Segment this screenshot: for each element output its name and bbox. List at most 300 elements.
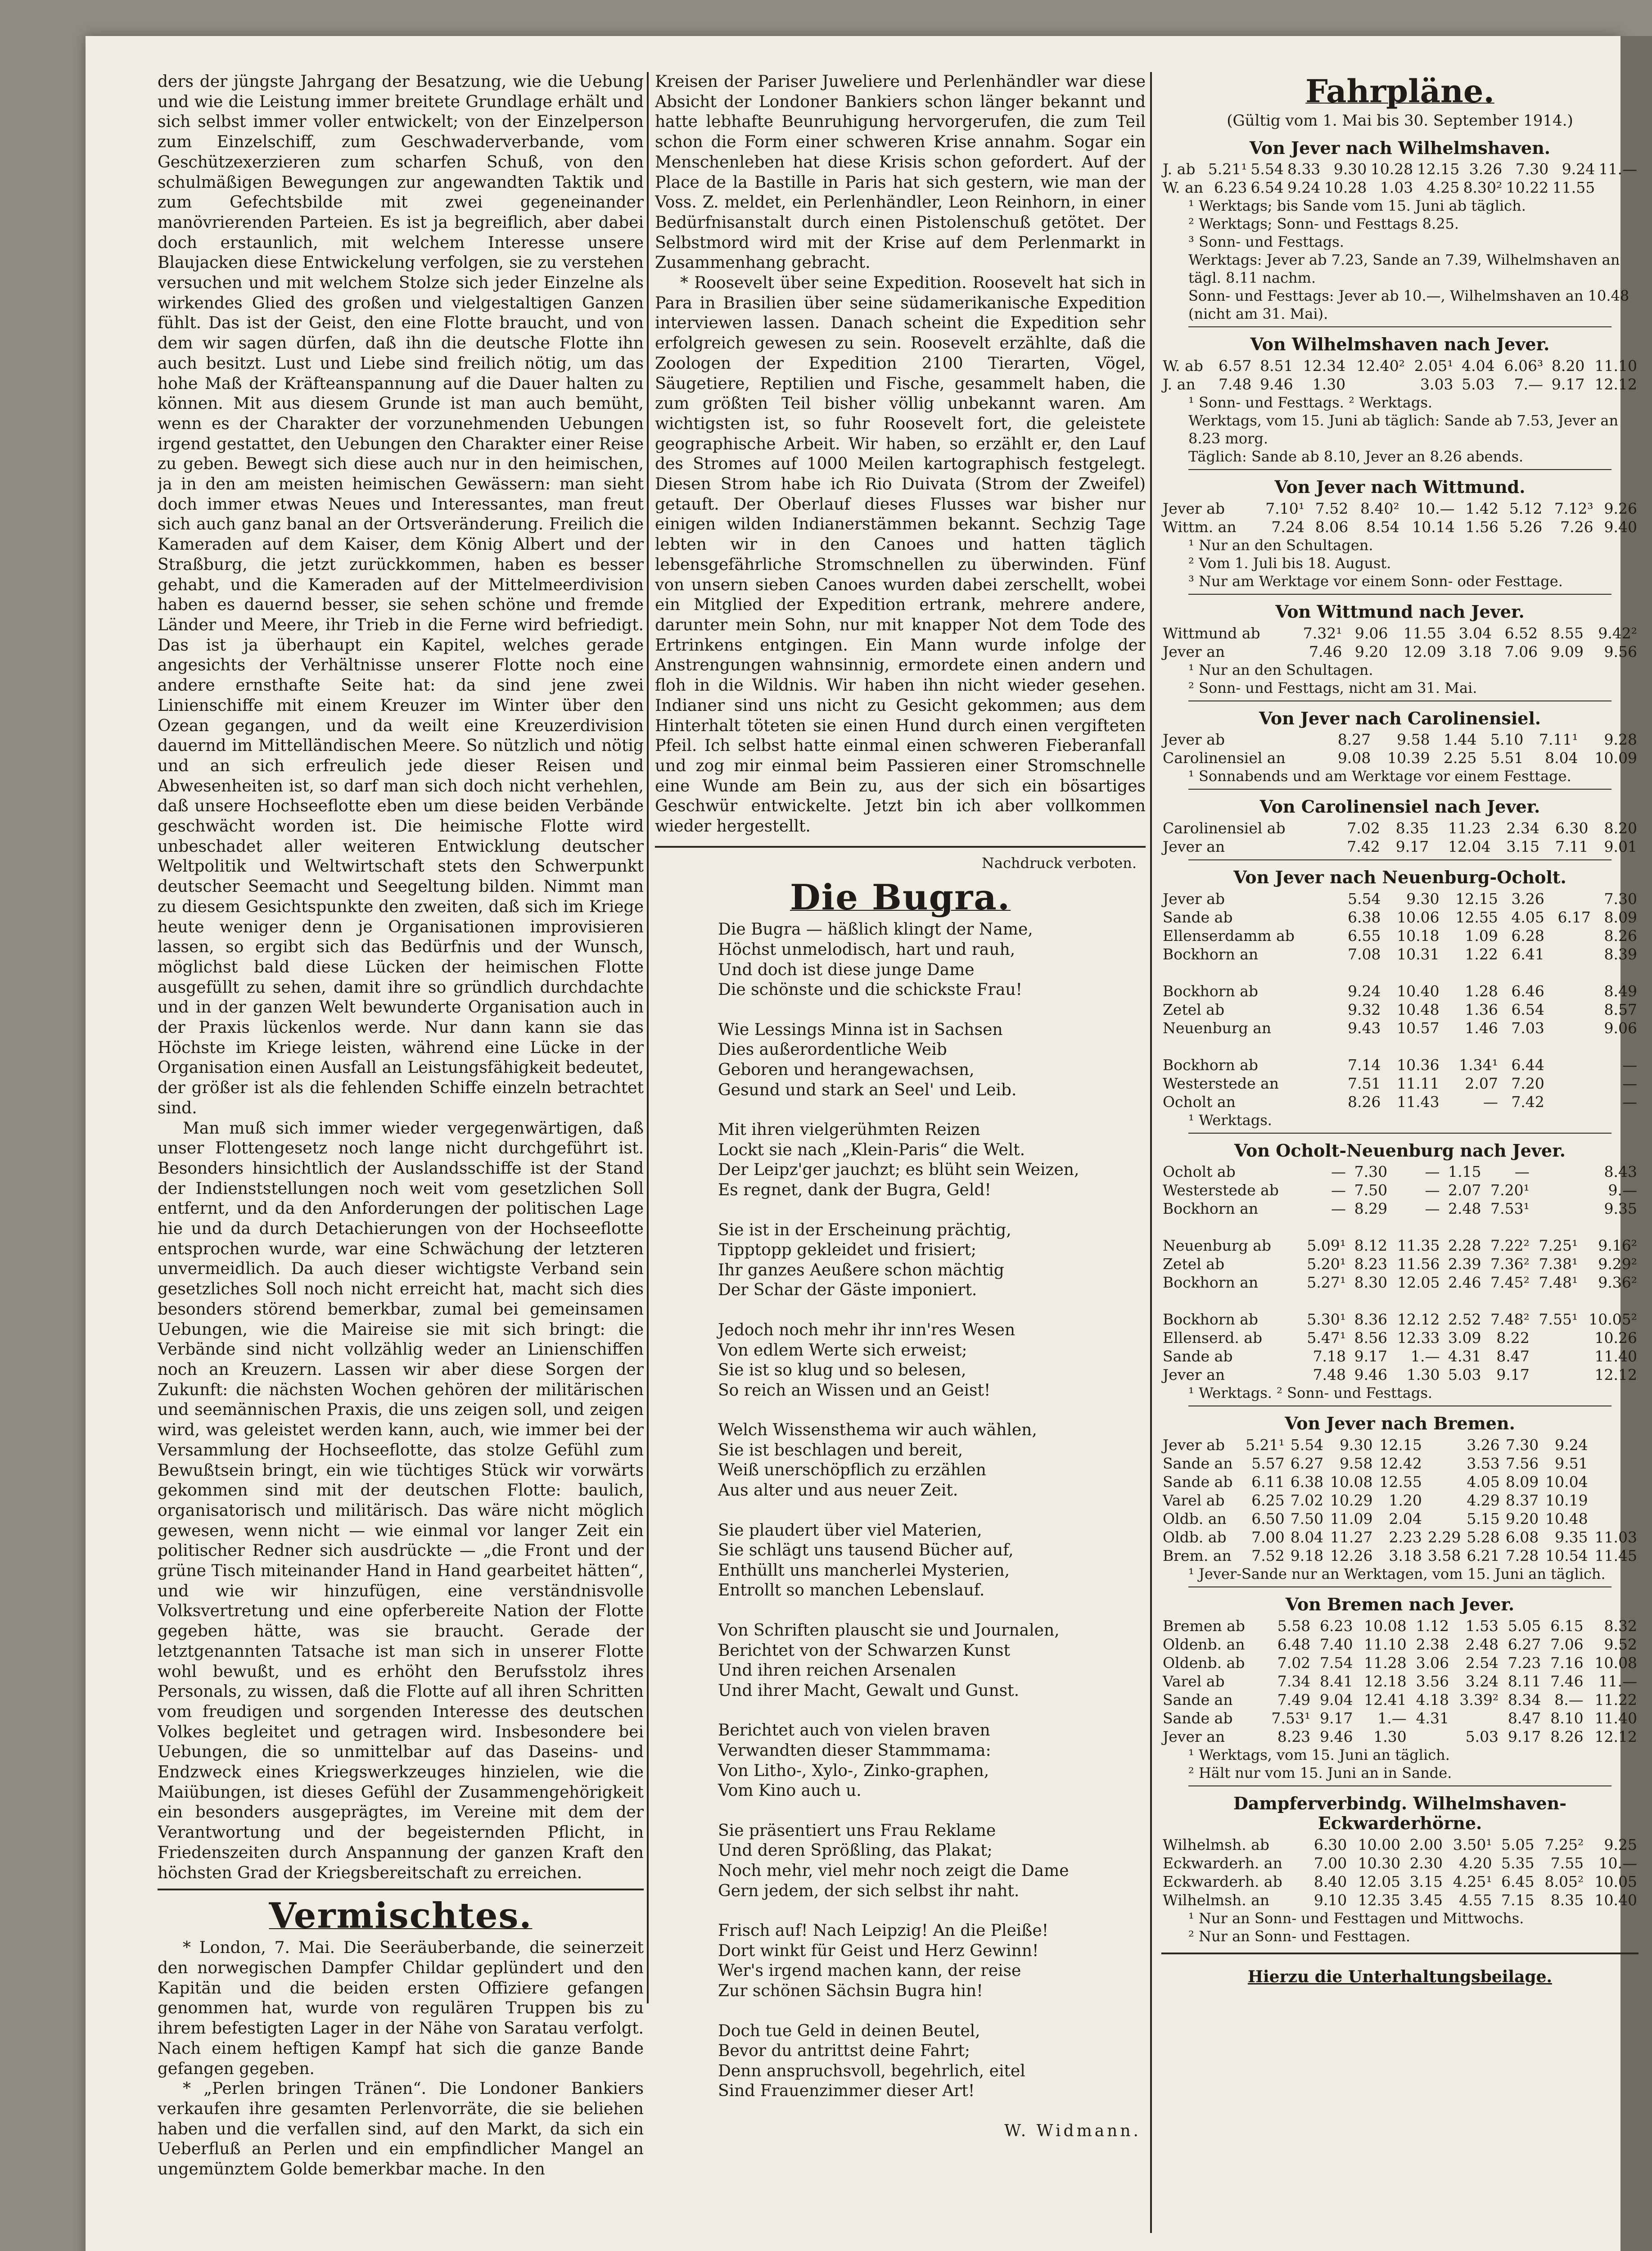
- poem-author: W. Widmann.: [1004, 2121, 1141, 2140]
- timetable-row: [1161, 499, 1638, 518]
- time-cell: [1299, 1292, 1347, 1310]
- time-cell: 12.04: [1448, 837, 1491, 855]
- time-cell: 6.57: [1218, 357, 1252, 375]
- time-cell: 7.25¹: [1539, 1237, 1578, 1255]
- time-cell: 7.45²: [1490, 1274, 1530, 1292]
- poem-line: Geboren und herangewachsen,: [718, 1060, 975, 1079]
- time-cell: 6.11: [1251, 1473, 1285, 1491]
- poem-line: Sie ist beschlagen und bereit,: [718, 1441, 963, 1460]
- time-cell: 8.40²: [1360, 499, 1399, 517]
- timetable-table: [1161, 1162, 1638, 1384]
- station-cell: Jever an: [1163, 1366, 1225, 1384]
- time-cell: 12.15: [1417, 160, 1460, 178]
- time-cell: 11.55: [1403, 624, 1446, 642]
- time-cell: 9.36²: [1598, 1274, 1637, 1292]
- time-cell: [1423, 1473, 1462, 1491]
- poem-line: Wie Lessings Minna ist in Sachsen: [718, 1020, 1003, 1039]
- time-cell: 10.28: [1324, 179, 1367, 197]
- time-cell: 12.05: [1397, 1274, 1440, 1292]
- time-cell: 10.39: [1387, 749, 1430, 767]
- time-cell: [1546, 963, 1592, 982]
- station-cell: Carolinensiel ab: [1163, 819, 1286, 837]
- time-cell: 7.15: [1501, 1891, 1535, 1909]
- time-cell: 3.04: [1458, 624, 1492, 642]
- time-cell: 6.27: [1508, 1635, 1541, 1653]
- time-cell: 2.52: [1448, 1311, 1481, 1329]
- time-cell: 2.25: [1444, 749, 1477, 767]
- timetable-row: [1161, 908, 1638, 927]
- time-cell: 2.23: [1389, 1528, 1422, 1546]
- time-cell: 6.50: [1251, 1510, 1285, 1528]
- poem-line: Es regnet, dank der Bugra, Geld!: [718, 1180, 991, 1199]
- time-cell: 7.24: [1271, 518, 1305, 536]
- time-cell: 8.04: [1290, 1528, 1324, 1546]
- time-cell: 7.28: [1505, 1547, 1539, 1565]
- time-cell: —: [1425, 1163, 1440, 1181]
- time-cell: 1.44: [1444, 731, 1477, 749]
- time-cell: 5.05: [1508, 1617, 1541, 1635]
- station-cell: Oldenb. an: [1163, 1635, 1245, 1653]
- divider: [1161, 1953, 1638, 1954]
- time-cell: 9.24: [1562, 160, 1595, 178]
- time-cell: 7.48²: [1490, 1311, 1530, 1329]
- timetable-note: ² Werktags; Sonn- und Festtags 8.25.: [1188, 215, 1459, 233]
- time-cell: 3.56: [1416, 1672, 1449, 1690]
- time-cell: 10.40: [1594, 1891, 1637, 1909]
- time-cell: 10.40: [1397, 982, 1440, 1000]
- poem-stanza: [718, 1621, 1146, 1701]
- time-cell: 6.23: [1214, 179, 1247, 197]
- timetable-row: [1161, 1491, 1638, 1510]
- timetable-row: [1161, 1056, 1638, 1074]
- time-cell: 3.15: [1409, 1873, 1443, 1891]
- time-cell: 2.07: [1448, 1181, 1481, 1199]
- time-cell: 6.25: [1251, 1492, 1285, 1510]
- timetable-row: [1161, 1709, 1638, 1727]
- time-cell: [1483, 1218, 1531, 1236]
- time-cell: 1.22: [1465, 945, 1498, 963]
- divider: [1188, 1785, 1611, 1786]
- timetable-row: [1161, 642, 1638, 661]
- time-cell: 7.10¹: [1265, 499, 1305, 517]
- poem-line: Sie schlägt uns tausend Bücher auf,: [718, 1541, 1014, 1560]
- time-cell: [1382, 1037, 1440, 1056]
- poem-stanza: [718, 1420, 1146, 1501]
- time-cell: 3.26: [1469, 160, 1503, 178]
- timetable-table: [1161, 1436, 1638, 1565]
- time-cell: [1423, 1510, 1462, 1528]
- time-cell: 12.15: [1379, 1436, 1422, 1454]
- station-cell: W. an: [1163, 179, 1204, 197]
- timetable-section-title: Von Ocholt-Neuenburg nach Jever.: [1234, 1140, 1566, 1161]
- timetable-section-title: Von Carolinensiel nach Jever.: [1259, 796, 1540, 817]
- time-cell: 5.54: [1290, 1436, 1324, 1454]
- time-cell: 10.—: [1416, 499, 1455, 517]
- timetable-section-title: Von Wittmund nach Jever.: [1275, 601, 1525, 622]
- station-cell: Bockhorn ab: [1163, 982, 1259, 1000]
- time-cell: 8.34: [1508, 1691, 1541, 1709]
- time-cell: 6.38: [1290, 1473, 1324, 1491]
- time-cell: 5.09¹: [1307, 1237, 1346, 1255]
- timetable-section-title: Von Bremen nach Jever.: [1285, 1594, 1515, 1615]
- timetable-note: ¹ Sonn- und Festtags. ² Werktags.: [1188, 394, 1433, 411]
- station-cell: Sande ab: [1163, 908, 1233, 926]
- station-cell: Sande an: [1163, 1691, 1233, 1709]
- timetable-note: ¹ Werktags; bis Sande vom 15. Juni ab täglich.: [1188, 197, 1526, 215]
- time-cell: —: [1425, 1181, 1440, 1199]
- timetable-note: ¹ Jever-Sande nur an Werktagen, vom 15. Juni an täglich.: [1188, 1565, 1606, 1583]
- time-cell: [1389, 1218, 1441, 1236]
- station-cell: Wittmund ab: [1163, 624, 1260, 642]
- station-cell: Jever an: [1163, 642, 1225, 660]
- poem-stanza: [718, 2021, 1146, 2102]
- poem-line: Sie ist so klug und so belesen,: [718, 1361, 966, 1380]
- timetable-row: [1161, 178, 1638, 197]
- timetable-row: [1161, 730, 1638, 749]
- timetable-row: [1161, 1347, 1638, 1365]
- time-cell: 8.04: [1545, 749, 1578, 767]
- time-cell: 11.11: [1397, 1074, 1440, 1092]
- timetable-row: [1161, 1617, 1638, 1635]
- time-cell: 11.40: [1594, 1709, 1637, 1727]
- time-cell: [1531, 1365, 1579, 1384]
- timetable-note: ¹ Werktags.: [1188, 1111, 1272, 1129]
- time-cell: 3.03: [1420, 375, 1453, 393]
- time-cell: 10.19: [1545, 1492, 1588, 1510]
- time-cell: 7.00: [1313, 1854, 1347, 1872]
- time-cell: 7.50: [1290, 1510, 1324, 1528]
- time-cell: 8.43: [1604, 1163, 1637, 1181]
- time-cell: [1499, 963, 1546, 982]
- poem-line: Dort winkt für Geist und Herz Gewinn!: [718, 1941, 1039, 1960]
- station-cell: Jever ab: [1163, 890, 1225, 908]
- time-cell: 9.28: [1604, 731, 1637, 749]
- time-cell: 11.22: [1594, 1691, 1637, 1709]
- time-cell: 7.46: [1550, 1672, 1584, 1690]
- time-cell: 6.30: [1555, 819, 1589, 837]
- time-cell: [1531, 1181, 1579, 1199]
- time-cell: 9.35: [1555, 1528, 1588, 1546]
- time-cell: 7.54: [1320, 1654, 1353, 1672]
- time-cell: 2.04: [1389, 1510, 1422, 1528]
- time-cell: 8.49: [1604, 982, 1637, 1000]
- time-cell: 7.56: [1505, 1455, 1539, 1473]
- station-cell: Eckwarderh. an: [1163, 1854, 1282, 1872]
- time-cell: 7.30: [1354, 1163, 1388, 1181]
- time-cell: 3.53: [1467, 1455, 1500, 1473]
- time-cell: 9.18: [1290, 1547, 1324, 1565]
- timetable-sections: [1161, 138, 1638, 1945]
- time-cell: 6.46: [1511, 982, 1544, 1000]
- timetable-row: [1161, 1365, 1638, 1384]
- poem-line: Verwandten dieser Stammmama:: [718, 1741, 991, 1760]
- time-cell: 10.30: [1358, 1854, 1401, 1872]
- time-cell: 7.11: [1555, 837, 1589, 855]
- station-cell: Bockhorn an: [1163, 1274, 1259, 1292]
- time-cell: [1347, 1218, 1389, 1236]
- time-cell: 12.55: [1455, 908, 1498, 926]
- time-cell: 1.42: [1465, 499, 1499, 517]
- time-cell: [1423, 1454, 1462, 1473]
- time-cell: 8.26: [1550, 1727, 1584, 1745]
- time-cell: 3.15: [1506, 837, 1539, 855]
- time-cell: 9.52: [1604, 1635, 1637, 1653]
- poem-line: Sie ist in der Erscheinung prächtig,: [718, 1220, 1011, 1239]
- poem-line: Mit ihren vielgerühmten Reizen: [718, 1121, 980, 1139]
- time-cell: 11.28: [1364, 1654, 1407, 1672]
- time-cell: 1.36: [1465, 1000, 1498, 1018]
- time-cell: 4.05: [1467, 1473, 1500, 1491]
- section-heading: Vermischtes.: [269, 1895, 533, 1937]
- time-cell: [1389, 1292, 1441, 1310]
- timetable-note: ¹ Nur an Sonn- und Festtagen und Mittwochs.: [1188, 1910, 1524, 1927]
- time-cell: 7.11¹: [1539, 731, 1578, 749]
- time-cell: 2.48: [1465, 1635, 1499, 1653]
- station-cell: Wilhelmsh. ab: [1163, 1836, 1270, 1854]
- divider: [1188, 859, 1611, 860]
- time-cell: 10.08: [1594, 1654, 1637, 1672]
- timetable-table: [1161, 499, 1638, 536]
- time-cell: [1450, 1709, 1500, 1727]
- time-cell: [1483, 1292, 1531, 1310]
- time-cell: [1531, 1218, 1579, 1236]
- poem-line: Aus alter und aus neuer Zeit.: [718, 1481, 958, 1500]
- station-cell: Jever ab: [1163, 1436, 1225, 1454]
- time-cell: 11.—: [1598, 160, 1637, 178]
- timetable-row: [1161, 1835, 1638, 1854]
- time-cell: 9.32: [1347, 1000, 1381, 1018]
- time-cell: 12.05: [1358, 1873, 1401, 1891]
- time-cell: 6.55: [1347, 927, 1381, 945]
- time-cell: 8.20: [1551, 357, 1585, 375]
- time-cell: 5.03: [1465, 1727, 1499, 1745]
- time-cell: 7.32¹: [1303, 624, 1342, 642]
- time-cell: 2.29: [1427, 1528, 1461, 1546]
- time-cell: 8.26: [1347, 1093, 1381, 1111]
- timetable-row: [1161, 1654, 1638, 1672]
- poem-stanza: [718, 1721, 1146, 1801]
- time-cell: 8.47: [1496, 1347, 1530, 1365]
- time-cell: [1546, 1093, 1592, 1111]
- time-cell: 7.48: [1313, 1366, 1346, 1384]
- timetable-note: ² Sonn- und Festtags, nicht am 31. Mai.: [1188, 679, 1477, 696]
- time-cell: 11.09: [1330, 1510, 1373, 1528]
- time-cell: 7.55: [1550, 1854, 1584, 1872]
- time-cell: 7.06: [1504, 642, 1538, 660]
- timetable-row: [1161, 1436, 1638, 1454]
- time-cell: 12.09: [1403, 642, 1446, 660]
- time-cell: 8.—: [1554, 1691, 1584, 1709]
- timetable-row: [1161, 1074, 1638, 1093]
- poem-stanza: [718, 1821, 1146, 1901]
- poem-line: Ihr ganzes Aeußere schon mächtig: [718, 1261, 1004, 1279]
- time-cell: [1592, 963, 1638, 982]
- time-cell: 8.57: [1604, 1000, 1637, 1018]
- timetable-section-title: Dampferverbindg. Wilhelmshaven-Eckwarderhörne.: [1233, 1793, 1567, 1834]
- time-cell: 8.26: [1604, 927, 1637, 945]
- timetable-note: ² Vom 1. Juli bis 18. August.: [1188, 554, 1391, 572]
- time-cell: 7.08: [1347, 945, 1381, 963]
- time-cell: 1.46: [1465, 1019, 1498, 1037]
- time-cell: [1441, 1292, 1482, 1310]
- time-cell: 10.05: [1594, 1873, 1637, 1891]
- time-cell: 8.09: [1505, 1473, 1539, 1491]
- time-cell: 8.54: [1366, 518, 1399, 536]
- time-cell: 12.26: [1330, 1547, 1373, 1565]
- station-cell: [1161, 1218, 1299, 1236]
- time-cell: 9.58: [1397, 731, 1430, 749]
- article-paragraph: * Roosevelt über seine Expedition. Roosevelt hat sich in Para in Brasilien über seine südamerikanische Expedition interviewen lassen. Danach scheint die Expedition sehr erfolgreich gewesen zu sein. Roosevelt erzählte, daß die Zoologen der Expedition 2100 Tierarten, Vögel, Säugetiere, Reptilien und Fische, gesammelt haben, die zum größten Teil bisher völlig unbekannt waren. Am wichtigsten ist, so fuhr Roosevelt fort, die geleistete geographische Arbeit. Wir haben, so erzählt er, den Lauf des Stromes auf 1000 Meilen kartographisch festgelegt. Diesen Strom habe ich Rio Duivata (Strom der Zweifel) getauft. Der Oberlauf dieses Flusses war bisher nur einigen wilden Indianerstämmen bekannt. Sechzig Tage lebten wir in den Canoes und hatten täglich lebensgefährliche Stromschnellen zu überwinden. Fünf von unsern sieben Canoes wurden dabei zerschellt, wobei ein Mitglied der Expedition ertrank, mehrere andere, darunter mein Sohn, nur mit knapper Not dem Tode des Ertrinkens entgingen. Ein Mann wurde infolge der Anstrengungen wahnsinnig, ermordete einen andern und floh in die Wildnis. Wir haben ihn nicht wieder gesehen. Indianer sind uns nicht zu Gesicht gekommen; aus dem Hinterhalt töteten sie einen Hund durch einen vergifteten Pfeil. Ich selbst hatte einmal einen schweren Fieberanfall und zog mir einmal beim Passieren einer Stromschnelle eine Wunde am Bein zu, aus der sich ein bösartiges Geschwür entwickelte. Jetzt bin ich aber vollkommen wieder hergestellt.: [655, 274, 1146, 836]
- time-cell: [1408, 1727, 1450, 1746]
- time-cell: 7.49: [1277, 1691, 1311, 1709]
- time-cell: [1531, 1329, 1579, 1347]
- time-cell: 5.26: [1509, 518, 1543, 536]
- time-cell: 4.29: [1467, 1492, 1500, 1510]
- time-cell: 8.23: [1277, 1727, 1311, 1745]
- time-cell: 8.32: [1604, 1617, 1637, 1635]
- time-cell: 5.10: [1490, 731, 1524, 749]
- time-cell: 4.31: [1416, 1709, 1449, 1727]
- time-cell: 5.54: [1250, 160, 1284, 178]
- time-cell: 9.08: [1337, 749, 1371, 767]
- time-cell: [1546, 1074, 1592, 1093]
- timetable-row: [1161, 1218, 1638, 1236]
- time-cell: [1546, 1000, 1592, 1019]
- timetable-table: [1161, 819, 1638, 856]
- time-cell: 9.46: [1260, 375, 1293, 393]
- poem-stanza: [718, 920, 1146, 1000]
- time-cell: [1499, 1037, 1546, 1056]
- time-cell: 3.18: [1458, 642, 1492, 660]
- timetable-section-title: Von Wilhelmshaven nach Jever.: [1250, 334, 1550, 355]
- time-cell: 9.17: [1496, 1366, 1530, 1384]
- time-cell: 3.50¹: [1453, 1836, 1492, 1854]
- time-cell: 10.18: [1397, 927, 1440, 945]
- time-cell: 11.10: [1594, 357, 1637, 375]
- timetable-note: ¹ Nur an den Schultagen.: [1188, 536, 1373, 554]
- time-cell: 12.42: [1379, 1455, 1422, 1473]
- time-cell: 7.02: [1277, 1654, 1311, 1672]
- time-cell: 8.20: [1604, 819, 1637, 837]
- poem-line: Von Schriften plauscht sie und Journalen,: [718, 1621, 1060, 1640]
- station-cell: Wilhelmsh. an: [1163, 1891, 1270, 1909]
- time-cell: 12.12: [1594, 1727, 1637, 1745]
- poem-line: Gern jedem, der sich selbst ihr naht.: [718, 1881, 1020, 1900]
- timetable-row: [1161, 1854, 1638, 1872]
- time-cell: 6.54: [1511, 1000, 1544, 1018]
- time-cell: [1531, 1162, 1579, 1181]
- time-cell: —: [1514, 1163, 1530, 1181]
- time-cell: 6.27: [1290, 1455, 1324, 1473]
- poem-line: Wer's irgend machen kann, der reise: [718, 1962, 1021, 1980]
- time-cell: 8.22: [1496, 1329, 1530, 1347]
- time-cell: 7.20¹: [1490, 1181, 1530, 1199]
- divider: [655, 846, 1146, 848]
- timetable-row: [1161, 890, 1638, 908]
- time-cell: [1579, 1218, 1638, 1236]
- time-cell: [1423, 1436, 1462, 1454]
- time-cell: 10.08: [1330, 1473, 1373, 1491]
- poem-line: Doch tue Geld in deinen Beutel,: [718, 2021, 980, 2040]
- time-cell: 2.34: [1506, 819, 1539, 837]
- time-cell: 3.39²: [1459, 1691, 1499, 1709]
- station-cell: Oldenb. ab: [1163, 1654, 1245, 1672]
- time-cell: 8.47: [1508, 1709, 1541, 1727]
- divider: [1188, 789, 1611, 790]
- poem-line: Gesund und stark an Seel' und Leib.: [718, 1080, 1017, 1099]
- time-cell: 9.09: [1550, 642, 1584, 660]
- time-cell: 11.23: [1448, 819, 1491, 837]
- time-cell: 9.17: [1354, 1347, 1388, 1365]
- poem-line: Höchst unmelodisch, hart und rauh,: [718, 940, 1016, 959]
- timetable-section-title: Von Jever nach Bremen.: [1285, 1413, 1515, 1434]
- time-cell: 8.36: [1354, 1311, 1388, 1329]
- station-cell: Bockhorn an: [1163, 1200, 1259, 1218]
- poem-line: Welch Wissensthema wir auch wählen,: [718, 1421, 1037, 1440]
- station-cell: Ellenserdamm ab: [1163, 927, 1295, 945]
- poem-line: Und ihren reichen Arsenalen: [718, 1661, 956, 1680]
- time-cell: 11.10: [1364, 1635, 1407, 1653]
- time-cell: 7.25²: [1544, 1836, 1584, 1854]
- station-cell: Ocholt ab: [1163, 1163, 1236, 1181]
- article-paragraph: Man muß sich immer wieder vergegenwärtigen, daß unser Flottengesetz noch lange nicht durchgeführt ist. Besonders hinsichtlich der Auslandsschiffe ist der Stand der Indienststellungen noch weit vom gesetzlichen Soll entfernt, und da den Anforderungen der politischen Lage hie und da durch Detachierungen von der Hochseeflotte entsprochen wurde, war eine Schwächung der letzteren unvermeidlich. Da auch dieser wichtigste Verband sein gesetzliches Soll noch nicht erreicht hat, macht sich dies besonders störend bemerkbar, zumal bei gemeinsamen Uebungen, wie die Maireise sie mit sich bringt: die Verbände sind nicht vollzählig weder an Linienschiffen noch an Kreuzern. Lassen wir aber diese Sorgen der Zukunft: die nächsten Wochen gehören der militärischen und seemännischen Praxis, die uns zeigen soll, und zeigen wird, was geleistet werden kann, auch, wie immer bei der Versammlung der Hochseeflotte, das stolze Gefühl zum Bewußtsein bringt, ein wie tüchtiges Stück wir vorwärts gekommen sind mit der deutschen Flotte: baulich, organisatorisch und militärisch. Das wäre nicht möglich gewesen, wenn nicht — wie einmal vor langer Zeit ein politischer Redner sich ausdrückte — „die Front und der grüne Tisch miteinander Hand in Hand gearbeitet hätten“, und wie wir hinzufügen, eine verständnisvolle Volksvertretung und eine opferbereite Nation der Flotte gegeben hätte, was sie braucht. Gerade der letztgenannten Tatsache ist man sich in unserer Flotte wohl bewußt, und es erhöht den Berufsstolz ihres Personals, zu wissen, daß die Flotte auf all ihren Schritten vom freudigen und sorgenden Interesse des deutschen Volkes begleitet und getragen wird. Insbesondere bei Uebungen, die so unmittelbar auf das Daseins- und Endzweck eines Kriegswerkzeuges hinzielen, wie die Maiübungen, ist dieses Gefühl der Zusammengehörigkeit ein besonders ausgeprägtes, im Vereine mit dem der Verantwortung und der begeisternden Pflicht, in Friedenszeiten durch Anspannung der ganzen Kraft den höchsten Grad der Kriegsbereitschaft zu erreichen.: [158, 1119, 644, 1882]
- supplement-note: Hierzu die Unterhaltungsbeilage.: [1247, 1967, 1553, 1987]
- time-cell: 5.05: [1501, 1836, 1535, 1854]
- time-cell: 9.26: [1604, 499, 1637, 517]
- time-cell: 8.33: [1287, 160, 1321, 178]
- time-cell: 4.31: [1448, 1347, 1481, 1365]
- poem-line: Von edlem Werte sich erweist;: [718, 1341, 967, 1360]
- station-cell: Sande ab: [1163, 1473, 1233, 1491]
- time-cell: 1.—: [1410, 1347, 1440, 1365]
- time-cell: 9.58: [1340, 1455, 1373, 1473]
- poem-title: Die Bugra.: [790, 877, 1011, 918]
- timetable-row: [1161, 1546, 1638, 1565]
- time-cell: [1336, 963, 1382, 982]
- timetable-row: [1161, 1292, 1638, 1310]
- time-cell: 1.34¹: [1459, 1056, 1498, 1074]
- time-cell: [1441, 1037, 1499, 1056]
- time-cell: 6.15: [1550, 1617, 1584, 1635]
- station-cell: Jever ab: [1163, 499, 1225, 517]
- time-cell: [1531, 1347, 1579, 1365]
- time-cell: 1.—: [1377, 1709, 1407, 1727]
- time-cell: 11.40: [1594, 1347, 1637, 1365]
- time-cell: 9.16²: [1598, 1237, 1637, 1255]
- time-cell: 10.14: [1412, 518, 1455, 536]
- time-cell: 9.24: [1555, 1436, 1588, 1454]
- timetable-note: ³ Sonn- und Festtags.: [1188, 233, 1344, 251]
- time-cell: 9.56: [1604, 642, 1637, 660]
- time-cell: 7.12³: [1554, 499, 1593, 517]
- time-cell: 7.36²: [1490, 1255, 1530, 1273]
- time-cell: 5.20¹: [1307, 1255, 1346, 1273]
- poem-stanza: [718, 1521, 1146, 1601]
- time-cell: 1.56: [1465, 518, 1499, 536]
- poem-line: Sie plaudert über viel Materien,: [718, 1521, 982, 1540]
- time-cell: 10.31: [1397, 945, 1440, 963]
- time-cell: [1441, 963, 1499, 982]
- time-cell: 3.58: [1427, 1547, 1461, 1565]
- time-cell: 2.48: [1448, 1200, 1481, 1218]
- time-cell: 6.44: [1511, 1056, 1544, 1074]
- time-cell: 2.07: [1465, 1074, 1498, 1092]
- timetable-section-title: Von Jever nach Neuenburg-Ocholt.: [1233, 867, 1566, 887]
- time-cell: 10.05²: [1589, 1311, 1637, 1329]
- time-cell: 9.01: [1604, 837, 1637, 855]
- time-cell: 7.20: [1511, 1074, 1544, 1092]
- time-cell: [1347, 375, 1406, 393]
